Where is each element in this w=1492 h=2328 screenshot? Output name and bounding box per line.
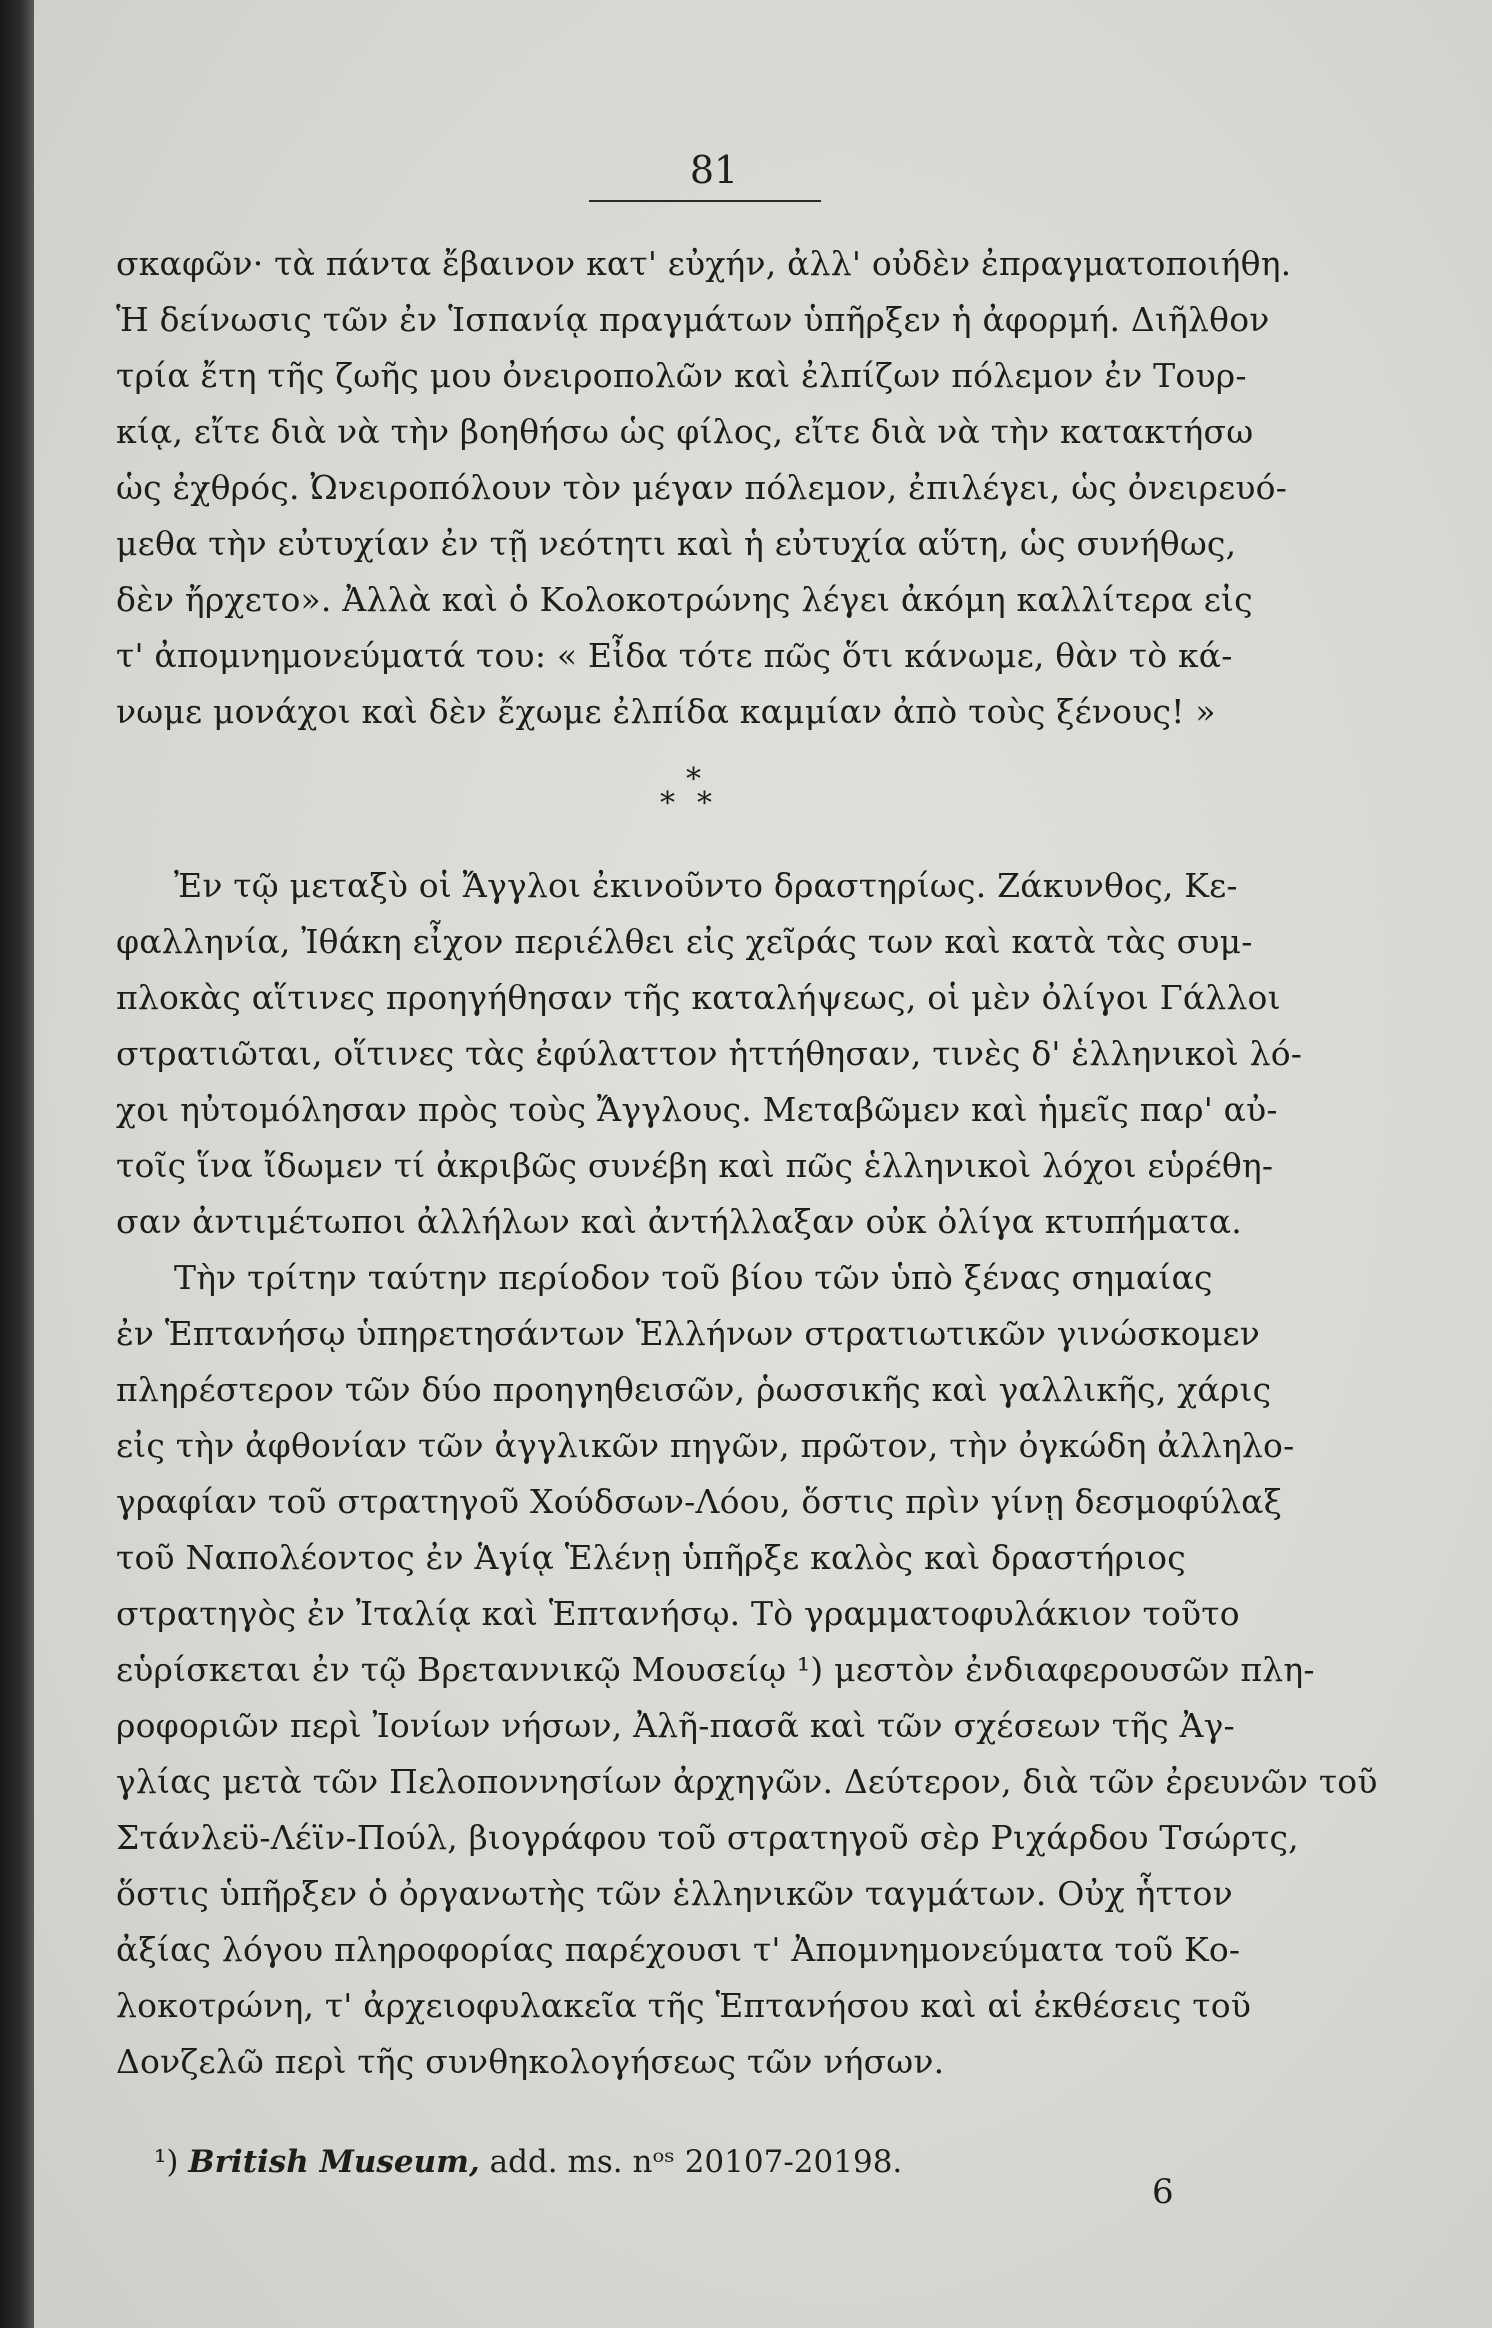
- asterism-star: *: [660, 786, 675, 821]
- text-line: γραφίαν τοῦ στρατηγοῦ Χούδσων-Λόου, ὅστις πρὶν γίνῃ δεσμοφύλαξ: [116, 1482, 1283, 1521]
- text-line: κίᾳ, εἴτε διὰ νὰ τὴν βοηθήσω ὡς φίλος, εἴτε διὰ νὰ τὴν κατακτήσω: [116, 412, 1254, 451]
- text-line: εἰς τὴν ἀφθονίαν τῶν ἀγγλικῶν πηγῶν, πρῶτον, τὴν ὀγκώδη ἀλληλο-: [116, 1426, 1295, 1465]
- text-line: νωμε μονάχοι καὶ δὲν ἔχωμε ἐλπίδα καμμίαν ἀπὸ τοὺς ξένους! »: [116, 692, 1216, 731]
- text-line: ὡς ἐχθρός. Ὠνειροπόλουν τὸν μέγαν πόλεμον, ἐπιλέγει, ὡς ὀνειρευό-: [116, 468, 1288, 507]
- text-line: εὑρίσκεται ἐν τῷ Βρεταννικῷ Μουσείῳ ¹) μεστὸν ἐνδιαφερουσῶν πλη-: [116, 1650, 1315, 1689]
- text-line: χοι ηὐτομόλησαν πρὸς τοὺς Ἄγγλους. Μεταβῶμεν καὶ ἡμεῖς παρ' αὐ-: [116, 1090, 1278, 1129]
- asterism-star: *: [686, 762, 701, 797]
- text-line: μεθα τὴν εὐτυχίαν ἐν τῇ νεότητι καὶ ἡ εὐτυχία αὕτη, ὡς συνήθως,: [116, 524, 1237, 563]
- text-line: φαλληνία, Ἰθάκη εἶχον περιέλθει εἰς χεῖράς των καὶ κατὰ τὰς συμ-: [116, 922, 1253, 961]
- footnote-work-title: British Museum,: [188, 2144, 480, 2180]
- body-text: [116, 236, 1378, 2090]
- text-line: Ἡ δείνωσις τῶν ἐν Ἱσπανίᾳ πραγμάτων ὑπῆρξεν ἡ ἀφορμή. Διῆλθον: [116, 300, 1270, 339]
- text-line: δὲν ἤρχετο». Ἀλλὰ καὶ ὁ Κολοκοτρώνης λέγει ἀκόμη καλλίτερα εἰς: [116, 580, 1253, 619]
- text-line: σκαφῶν· τὰ πάντα ἔβαινον κατ' εὐχήν, ἀλλ' οὐδὲν ἐπραγματοποιήθη.: [116, 244, 1292, 283]
- footnote: [154, 2142, 902, 2182]
- text-line: ἐν Ἑπτανήσῳ ὑπηρετησάντων Ἑλλήνων στρατιωτικῶν γινώσκομεν: [116, 1314, 1261, 1353]
- page-number: 81: [689, 148, 739, 192]
- text-line: τρία ἔτη τῆς ζωῆς μου ὀνειροπολῶν καὶ ἐλπίζων πόλεμον ἐν Τουρ-: [116, 356, 1247, 395]
- book-page: [34, 0, 1492, 2328]
- text-line: Δονζελῶ περὶ τῆς συνθηκολογήσεως τῶν νήσων.: [116, 2042, 945, 2081]
- text-line: πληρέστερον τῶν δύο προηγηθεισῶν, ῥωσσικῆς καὶ γαλλικῆς, χάρις: [116, 1370, 1272, 1409]
- book-spine-shadow: [0, 0, 34, 2328]
- text-line: γλίας μετὰ τῶν Πελοποννησίων ἀρχηγῶν. Δεύτερον, διὰ τῶν ἐρευνῶν τοῦ: [116, 1762, 1378, 1801]
- text-line: πλοκὰς αἵτινες προηγήθησαν τῆς καταλήψεως, οἱ μὲν ὀλίγοι Γάλλοι: [116, 978, 1281, 1017]
- section-separator: [116, 740, 1316, 858]
- text-line: Ἐν τῷ μεταξὺ οἱ Ἄγγλοι ἐκινοῦντο δραστηρίως. Ζάκυνθος, Κε-: [174, 866, 1238, 905]
- text-line: σαν ἀντιμέτωποι ἀλλήλων καὶ ἀντήλλαξαν οὐκ ὀλίγα κτυπήματα.: [116, 1202, 1242, 1241]
- text-line: Στάνλεϋ-Λέϊν-Πούλ, βιογράφου τοῦ στρατηγοῦ σὲρ Ριχάρδου Τσώρτς,: [116, 1818, 1299, 1857]
- text-line: τοῦ Ναπολέοντος ἐν Ἁγίᾳ Ἑλένῃ ὑπῆρξε καλὸς καὶ δραστήριος: [116, 1538, 1186, 1577]
- text-line: ἀξίας λόγου πληροφορίας παρέχουσι τ' Ἀπομνημονεύματα τοῦ Κο-: [116, 1930, 1241, 1969]
- text-line: τ' ἀπομνημονεύματά του: « Εἶδα τότε πῶς ὅτι κάνωμε, θὰν τὸ κά-: [116, 636, 1233, 675]
- footnote-details: add. ms. nᵒˢ 20107-20198.: [489, 2144, 903, 2180]
- text-line: ροφοριῶν περὶ Ἰονίων νήσων, Ἀλῆ-πασᾶ καὶ τῶν σχέσεων τῆς Ἀγ-: [116, 1706, 1235, 1745]
- text-line: στρατηγὸς ἐν Ἰταλίᾳ καὶ Ἑπτανήσῳ. Τὸ γραμματοφυλάκιον τοῦτο: [116, 1594, 1240, 1633]
- text-line: Τὴν τρίτην ταύτην περίοδον τοῦ βίου τῶν ὑπὸ ξένας σημαίας: [174, 1258, 1213, 1297]
- asterism-star: *: [697, 786, 712, 821]
- header-rule: [589, 200, 821, 202]
- text-line: λοκοτρώνη, τ' ἀρχειοφυλακεῖα τῆς Ἑπτανήσου καὶ αἱ ἐκθέσεις τοῦ: [116, 1986, 1252, 2025]
- footnote-marker: ¹): [154, 2144, 179, 2180]
- text-line: στρατιῶται, οἵτινες τὰς ἐφύλαττον ἡττήθησαν, τινὲς δ' ἑλληνικοὶ λό-: [116, 1034, 1303, 1073]
- signature-folio: 6: [1152, 2172, 1174, 2212]
- text-line: ὅστις ὑπῆρξεν ὁ ὀργανωτὴς τῶν ἑλληνικῶν ταγμάτων. Οὐχ ἧττον: [116, 1874, 1233, 1913]
- text-line: τοῖς ἵνα ἴδωμεν τί ἀκριβῶς συνέβη καὶ πῶς ἑλληνικοὶ λόχοι εὑρέθη-: [116, 1146, 1274, 1185]
